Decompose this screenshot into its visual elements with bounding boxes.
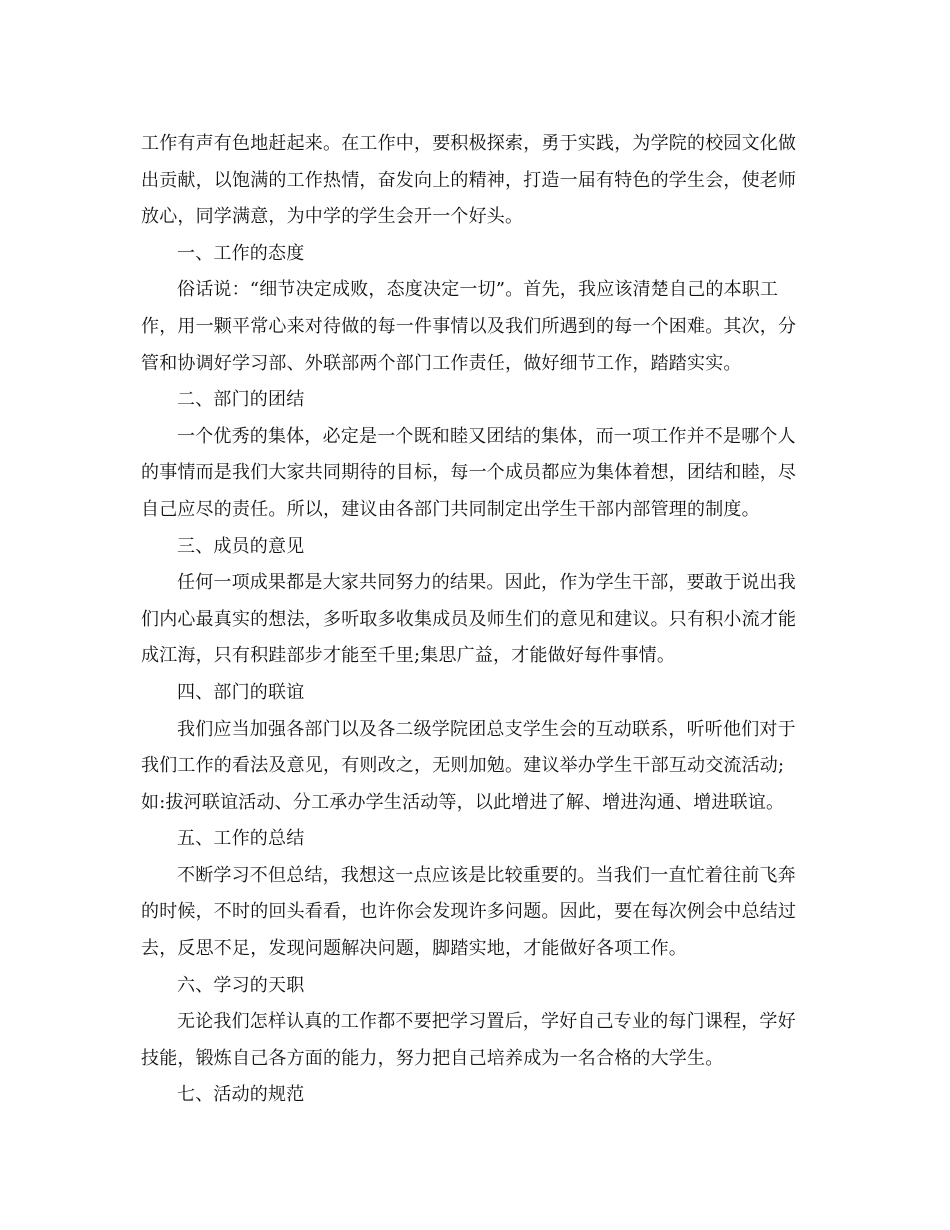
document-body: [141, 126, 811, 1114]
paragraph-line: 的事情而是我们大家共同期待的目标，每一个成员都应为集体着想，团结和睦，尽: [141, 462, 797, 484]
paragraph-line: 放心，同学满意，为中学的学生会开一个好头。: [141, 206, 524, 228]
paragraph-line: 成江海，只有积跬部步才能至千里;集思广益，才能做好每件事情。: [141, 645, 676, 667]
paragraph-line: 出贡献，以饱满的工作热情，奋发向上的精神，打造一届有特色的学生会，使老师: [141, 169, 797, 191]
paragraph-line: 我们工作的看法及意见，有则改之，无则加勉。建议举办学生干部互动交流活动;: [141, 755, 785, 777]
paragraph-line: 任何一项成果都是大家共同努力的结果。因此，作为学生干部，要敢于说出我: [177, 572, 796, 594]
paragraph-line: 技能，锻炼自己各方面的能力，努力把自己培养成为一名合格的大学生。: [141, 1047, 724, 1069]
paragraph-line: 不断学习不但总结，我想这一点应该是比较重要的。当我们一直忙着往前飞奔: [177, 864, 796, 886]
paragraph-line: 一个优秀的集体，必定是一个既和睦又团结的集体，而一项工作并不是哪个人: [177, 425, 796, 447]
section-heading-study: 六、学习的天职: [177, 974, 305, 996]
paragraph-line: 工作有声有色地赶起来。在工作中，要积极探索，勇于实践，为学院的校园文化做: [141, 133, 797, 154]
paragraph-line: 管和协调好学习部、外联部两个部门工作责任，做好细节工作，踏踏实实。: [141, 352, 742, 374]
paragraph-line: 的时候，不时的回头看看，也许你会发现许多问题。因此，要在每次例会中总结过: [141, 901, 797, 923]
section-heading-activity-norms: 七、活动的规范: [177, 1084, 305, 1106]
paragraph-line: 如:拔河联谊活动、分工承办学生活动等，以此增进了解、增进沟通、增进联谊。: [141, 791, 785, 813]
paragraph-line: 去，反思不足，发现问题解决问题，脚踏实地，才能做好各项工作。: [141, 938, 687, 960]
paragraph-line: 我们应当加强各部门以及各二级学院团总支学生会的互动联系，听听他们对于: [177, 718, 796, 740]
section-heading-opinions: 三、成员的意见: [177, 535, 305, 557]
section-heading-unity: 二、部门的团结: [177, 389, 305, 411]
section-heading-summary: 五、工作的总结: [177, 828, 305, 850]
paragraph-line: 无论我们怎样认真的工作都不要把学习置后，学好自己专业的每门课程，学好: [177, 1011, 796, 1033]
section-heading-attitude: 一、工作的态度: [177, 242, 305, 264]
paragraph-line: 俗话说：“细节决定成败，态度决定一切”。首先，我应该清楚自己的本职工: [177, 279, 779, 301]
paragraph-line: 自己应尽的责任。所以，建议由各部门共同制定出学生干部内部管理的制度。: [141, 498, 760, 520]
paragraph-line: 作，用一颗平常心来对待做的每一件事情以及我们所遇到的每一个困难。其次，分: [141, 315, 797, 337]
section-heading-liaison: 四、部门的联谊: [177, 681, 305, 703]
paragraph-line: 们内心最真实的想法，多听取多收集成员及师生们的意见和建议。只有积小流才能: [141, 608, 797, 630]
